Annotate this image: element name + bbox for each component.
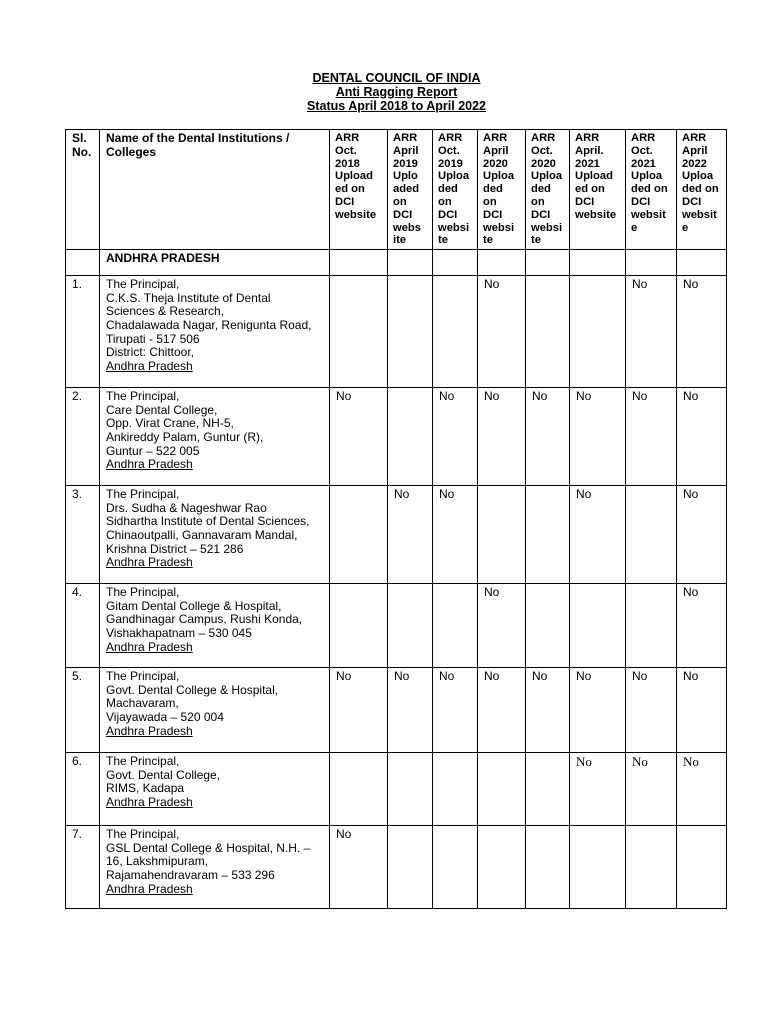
- institution-address: [100, 753, 330, 826]
- header-col-line: ded: [531, 183, 551, 196]
- header-arr-oct-2019: [433, 130, 478, 250]
- header-col-line: Oct.: [531, 144, 553, 157]
- header-col-line: websit: [631, 208, 666, 221]
- header-arr-apr-2020: [478, 130, 526, 250]
- header-institution-name: [100, 130, 330, 250]
- upload-status-cell: No: [478, 668, 526, 753]
- institution-address: [100, 486, 330, 584]
- address-line: Sciences & Research,: [106, 304, 225, 319]
- state-row: [66, 250, 727, 276]
- upload-status-cell: No: [677, 753, 727, 826]
- row-number: 3.: [66, 486, 100, 584]
- institution-state: Andhra Pradesh: [106, 794, 193, 809]
- upload-status-cell: No: [626, 668, 677, 753]
- upload-status-cell: [388, 753, 433, 826]
- upload-status-cell: [330, 276, 388, 388]
- header-col-line: DCI: [393, 208, 413, 221]
- upload-status-cell: [478, 486, 526, 584]
- header-arr-apr-2022: [677, 130, 727, 250]
- header-arr-apr-2019: [388, 130, 433, 250]
- upload-status-cell: No: [478, 388, 526, 486]
- upload-status-cell: [626, 486, 677, 584]
- header-col-line: Uploa: [483, 170, 515, 183]
- header-arr-oct-2021: [626, 130, 677, 250]
- upload-status-cell: No: [330, 388, 388, 486]
- address-line: The Principal,: [106, 585, 180, 600]
- header-col-line: te: [483, 234, 493, 247]
- title-period: Status April 2018 to April 2022: [307, 99, 486, 113]
- header-col-line: ite: [393, 234, 407, 247]
- header-col-line: ed on: [335, 183, 365, 196]
- header-col-line: DCI: [483, 208, 503, 221]
- header-col-line: April: [682, 144, 708, 157]
- title-report: Anti Ragging Report: [335, 85, 458, 99]
- header-col-line: on: [531, 195, 545, 208]
- address-line: The Principal,: [106, 827, 180, 842]
- header-col-line: e: [631, 221, 638, 234]
- header-col-line: April.: [575, 144, 604, 157]
- header-col-line: on: [393, 195, 407, 208]
- institution-state: Andhra Pradesh: [106, 639, 193, 654]
- upload-status-cell: No: [570, 753, 626, 826]
- header-col-line: on: [483, 195, 497, 208]
- header-col-line: on: [438, 195, 452, 208]
- address-line: District: Chittoor,: [106, 345, 195, 360]
- institution-state: Andhra Pradesh: [106, 457, 193, 472]
- header-col-line: Uplo: [393, 170, 418, 183]
- header-row: [66, 130, 727, 250]
- header-col-line: DCI: [335, 195, 355, 208]
- upload-status-cell: [677, 826, 727, 909]
- header-sl-line: No.: [72, 144, 92, 159]
- state-heading: ANDHRA PRADESH: [100, 250, 330, 276]
- upload-status-cell: No: [388, 486, 433, 584]
- header-col-line: ARR: [575, 132, 600, 144]
- header-col-line: Upload: [575, 170, 613, 183]
- address-line: Vishakhapatnam – 530 045: [106, 625, 252, 640]
- header-col-line: e: [682, 221, 689, 234]
- header-col-line: April: [393, 144, 419, 157]
- header-col-line: ARR: [438, 132, 463, 144]
- address-line: Gandhinagar Campus, Rushi Konda,: [106, 612, 303, 627]
- upload-status-cell: [388, 584, 433, 668]
- header-col-line: website: [335, 208, 377, 221]
- header-arr-oct-2020: [526, 130, 570, 250]
- header-col-line: 2019: [393, 157, 418, 170]
- upload-status-cell: No: [526, 388, 570, 486]
- title-council: DENTAL COUNCIL OF INDIA: [312, 71, 481, 85]
- upload-status-cell: [526, 753, 570, 826]
- upload-status-cell: [478, 753, 526, 826]
- header-col-line: DCI: [531, 208, 551, 221]
- header-col-line: ded on: [682, 183, 719, 196]
- address-line: 16, Lakshmipuram,: [106, 854, 209, 869]
- table-header: [66, 130, 727, 250]
- upload-status-cell: [526, 826, 570, 909]
- address-line: RIMS, Kadapa: [106, 781, 185, 796]
- address-line: Drs. Sudha & Nageshwar Rao: [106, 500, 267, 515]
- upload-status-cell: [526, 276, 570, 388]
- header-col-line: ed on: [575, 183, 605, 196]
- address-line: The Principal,: [106, 487, 180, 502]
- header-arr-apr-2021: [570, 130, 626, 250]
- header-name-line: Name of the Dental Institutions /: [106, 131, 290, 145]
- report-title: [0, 71, 768, 113]
- table-row: [66, 826, 727, 909]
- header-col-line: DCI: [631, 195, 651, 208]
- header-col-line: April: [483, 144, 509, 157]
- table-row: [66, 388, 727, 486]
- header-col-line: ded on: [631, 183, 668, 196]
- upload-status-cell: No: [330, 668, 388, 753]
- header-col-line: 2021: [575, 157, 600, 170]
- upload-status-cell: [626, 584, 677, 668]
- header-sl-no: [66, 130, 100, 250]
- header-col-line: Upload: [335, 170, 373, 183]
- header-col-line: ARR: [393, 132, 418, 144]
- upload-status-cell: [433, 753, 478, 826]
- address-line: Chinaoutpalli, Gannavaram Mandal,: [106, 527, 298, 542]
- upload-status-cell: No: [626, 753, 677, 826]
- header-col-line: Uploa: [682, 170, 714, 183]
- upload-status-cell: No: [570, 668, 626, 753]
- upload-status-cell: [626, 826, 677, 909]
- address-line: Care Dental College,: [106, 402, 218, 417]
- header-col-line: DCI: [575, 195, 595, 208]
- header-col-line: website: [575, 208, 617, 221]
- address-line: Vijayawada – 520 004: [106, 709, 224, 724]
- upload-status-cell: No: [677, 668, 727, 753]
- header-col-line: 2020: [531, 157, 556, 170]
- address-line: Rajamahendravaram – 533 296: [106, 867, 275, 882]
- header-col-line: Uploa: [438, 170, 470, 183]
- header-col-line: websi: [438, 221, 470, 234]
- table-row: [66, 584, 727, 668]
- header-name-line: Colleges: [106, 144, 157, 159]
- address-line: Machavaram,: [106, 696, 179, 711]
- upload-status-cell: [433, 826, 478, 909]
- table-row: [66, 276, 727, 388]
- header-col-line: aded: [393, 183, 420, 196]
- upload-status-cell: [526, 584, 570, 668]
- header-col-line: 2018: [335, 157, 360, 170]
- institution-state: Andhra Pradesh: [106, 358, 193, 373]
- header-col-line: te: [531, 234, 541, 247]
- upload-status-cell: [330, 486, 388, 584]
- address-line: Tirupati - 517 506: [106, 331, 200, 346]
- header-col-line: 2020: [483, 157, 508, 170]
- upload-status-cell: [330, 584, 388, 668]
- upload-status-cell: No: [478, 276, 526, 388]
- header-col-line: Uploa: [531, 170, 563, 183]
- header-col-line: webs: [393, 221, 421, 234]
- institution-address: [100, 388, 330, 486]
- upload-status-cell: No: [570, 486, 626, 584]
- header-col-line: ARR: [631, 132, 656, 144]
- address-line: Guntur – 522 005: [106, 443, 200, 458]
- header-col-line: Oct.: [631, 144, 653, 157]
- header-sl-line: Sl.: [72, 131, 87, 145]
- header-col-line: ARR: [531, 132, 556, 144]
- upload-status-cell: [478, 826, 526, 909]
- header-col-line: 2022: [682, 157, 707, 170]
- header-col-line: ded: [438, 183, 458, 196]
- address-line: Govt. Dental College & Hospital,: [106, 682, 279, 697]
- address-line: GSL Dental College & Hospital, N.H. –: [106, 840, 311, 855]
- row-number: 7.: [66, 826, 100, 909]
- address-line: The Principal,: [106, 277, 180, 292]
- row-number: 6.: [66, 753, 100, 826]
- address-line: C.K.S. Theja Institute of Dental: [106, 290, 271, 305]
- address-line: Opp. Virat Crane, NH-5,: [106, 416, 234, 431]
- address-line: Ankireddy Palam, Guntur (R),: [106, 429, 264, 444]
- header-col-line: websit: [682, 208, 717, 221]
- upload-status-cell: [526, 486, 570, 584]
- upload-status-cell: [330, 753, 388, 826]
- institution-address: [100, 826, 330, 909]
- upload-status-cell: No: [570, 388, 626, 486]
- header-col-line: DCI: [682, 195, 702, 208]
- header-col-line: websi: [531, 221, 563, 234]
- header-col-line: ARR: [682, 132, 707, 144]
- header-col-line: websi: [483, 221, 515, 234]
- upload-status-cell: No: [388, 668, 433, 753]
- address-line: The Principal,: [106, 754, 180, 769]
- state-row-num: [66, 250, 100, 276]
- institution-address: [100, 584, 330, 668]
- address-line: The Principal,: [106, 389, 180, 404]
- upload-status-cell: No: [677, 584, 727, 668]
- address-line: Govt. Dental College,: [106, 767, 221, 782]
- row-number: 1.: [66, 276, 100, 388]
- table-body: [66, 250, 727, 909]
- header-col-line: 2019: [438, 157, 463, 170]
- table-row: [66, 486, 727, 584]
- upload-status-cell: [388, 276, 433, 388]
- upload-status-cell: No: [626, 276, 677, 388]
- upload-status-cell: [570, 584, 626, 668]
- address-line: Chadalawada Nagar, Renigunta Road,: [106, 317, 312, 332]
- upload-status-cell: [570, 826, 626, 909]
- upload-status-cell: No: [433, 668, 478, 753]
- upload-status-cell: No: [330, 826, 388, 909]
- header-col-line: Oct.: [438, 144, 460, 157]
- upload-status-cell: No: [677, 486, 727, 584]
- table-row: [66, 753, 727, 826]
- upload-status-cell: [388, 388, 433, 486]
- header-col-line: ded: [483, 183, 503, 196]
- upload-status-cell: [570, 276, 626, 388]
- header-col-line: Uploa: [631, 170, 663, 183]
- header-col-line: 2021: [631, 157, 656, 170]
- institution-state: Andhra Pradesh: [106, 881, 193, 896]
- upload-status-cell: No: [478, 584, 526, 668]
- header-col-line: te: [438, 234, 448, 247]
- upload-status-cell: No: [433, 486, 478, 584]
- anti-ragging-table: [65, 129, 727, 909]
- address-line: Gitam Dental College & Hospital,: [106, 598, 282, 613]
- row-number: 4.: [66, 584, 100, 668]
- row-number: 5.: [66, 668, 100, 753]
- upload-status-cell: No: [677, 276, 727, 388]
- upload-status-cell: [433, 276, 478, 388]
- header-col-line: ARR: [483, 132, 508, 144]
- upload-status-cell: No: [677, 388, 727, 486]
- institution-address: [100, 668, 330, 753]
- upload-status-cell: No: [526, 668, 570, 753]
- upload-status-cell: No: [626, 388, 677, 486]
- header-col-line: ARR: [335, 132, 360, 144]
- address-line: Sidhartha Institute of Dental Sciences,: [106, 514, 310, 529]
- institution-state: Andhra Pradesh: [106, 723, 193, 738]
- upload-status-cell: No: [433, 388, 478, 486]
- address-line: The Principal,: [106, 669, 180, 684]
- header-arr-oct-2018: [330, 130, 388, 250]
- address-line: Krishna District – 521 286: [106, 541, 244, 556]
- institution-address: [100, 276, 330, 388]
- row-number: 2.: [66, 388, 100, 486]
- upload-status-cell: [433, 584, 478, 668]
- header-col-line: DCI: [438, 208, 458, 221]
- upload-status-cell: [388, 826, 433, 909]
- header-col-line: Oct.: [335, 144, 357, 157]
- institution-state: Andhra Pradesh: [106, 555, 193, 570]
- table-row: [66, 668, 727, 753]
